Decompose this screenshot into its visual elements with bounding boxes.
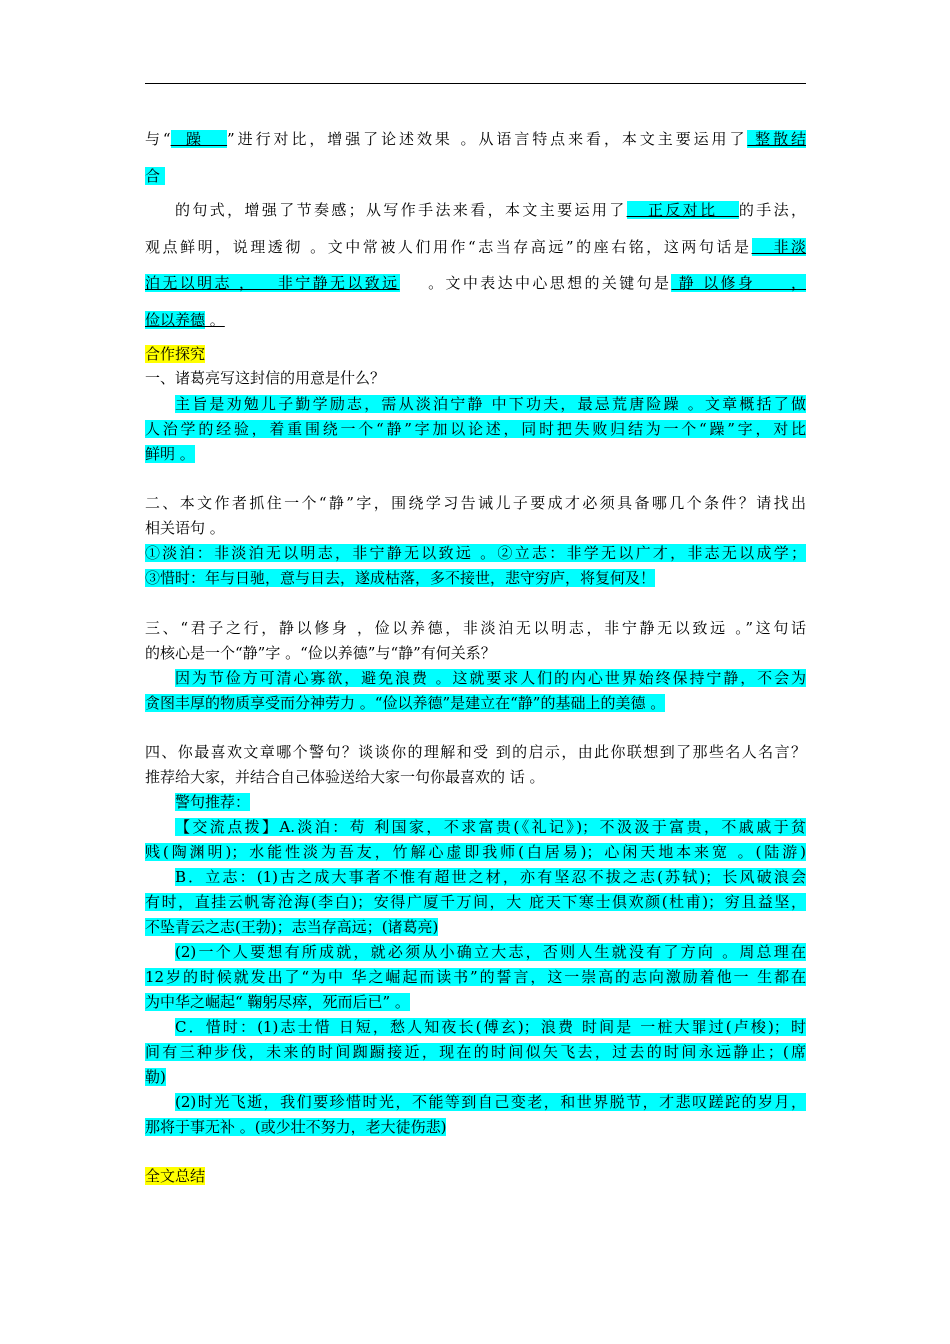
answer-4-line: 贱(陶渊明)；水能性淡为吾友，竹解心虚即我师(白居易)；心闲天地本来宽 。(陆游)	[145, 843, 806, 861]
answer-4-line: 警句推荐：	[175, 793, 251, 811]
fill-line-2	[145, 165, 806, 187]
answer-4-line: 为中华之崛起“ 鞠躬尽瘁，死而后已” 。	[145, 993, 410, 1011]
answer-3-line: 因为节俭方可清心寡欲，避免浪费 。这就要求人们的内心世界始终保持宁静，不会为	[175, 669, 806, 687]
answer-blank: 泊无以明志 ， 非宁静无以致远	[145, 274, 400, 292]
answer-4-line: B．立志：(1)古之成大事者不惟有超世之材，亦有坚忍不拔之志(苏轼)；长风破浪会	[175, 868, 806, 886]
question-4-line: 推荐给大家，并结合自己体验送给大家一句你最喜欢的 话 。	[145, 768, 545, 786]
question-2-line: 相关语句 。	[145, 519, 225, 537]
answer-blank: 非淡	[751, 238, 806, 256]
answer-blank: 躁	[170, 130, 228, 148]
question-3-line: 的核心是一个“静”字 。“俭以养德”与“静”有何关系？	[145, 644, 496, 662]
answer-3-line: 贪图丰厚的物质享受而分神劳力 。“俭以养德”是建立在“静”的基础上的美德 。	[145, 694, 666, 712]
answer-4-line: 勒)	[145, 1068, 166, 1086]
question-4-line: 四、你最喜欢文章哪个警句？谈谈你的理解和受 到的启示，由此你联想到了那些名人名言？	[145, 743, 806, 761]
answer-2-line: ③惜时：年与日驰，意与日去，遂成枯落，多不接世，悲守穷庐，将复何及！	[145, 569, 656, 587]
answer-4-line: C．惜时：(1)志士惜 日短，愁人知夜长(傅玄)；浪费 时间是 一桩大罪过(卢梭)；时	[175, 1018, 806, 1036]
answer-blank: 整散结	[747, 130, 806, 148]
question-3-line: 三、“君子之行，静以修身 ，俭以养德，非淡泊无以明志，非宁静无以致远 。”这句话	[145, 619, 806, 637]
answer-4-line: (2)时光飞逝，我们要珍惜时光，不能等到自己变老，和世界脱节，才悲叹蹉跎的岁月，	[175, 1093, 806, 1111]
fill-line-5: 泊无以明志 ， 非宁静无以致远 。文中表达中心思想的关键句是 静 以修身 ，	[145, 274, 806, 292]
answer-4-line: 那将于事无补 。(或少壮不努力，老大徒伤悲)	[145, 1118, 447, 1136]
question-2-line: 二、本文作者抓住一个“静”字，围绕学习告诫儿子要成才必须具备哪几个条件？请找出	[145, 494, 806, 512]
fill-line-3: 的句式，增强了节奏感；从写作手法来看，本文主要运用了 正反对比 的手法，	[175, 201, 806, 219]
answer-4-line: 12岁的时候就发出了“为中 华之崛起而读书”的誓言，这一崇高的志向激励着他一 生都在	[145, 968, 806, 986]
answer-1-line: 人治学的经验，着重围绕一个“静”字加以论述，同时把失败归结为一个“躁”字，对比	[145, 420, 806, 438]
answer-4-line: (2)一个人要想有所成就，就必须从小确立大志，否则人生就没有了方向 。周总理在	[175, 943, 806, 961]
answer-1-line: 鲜明 。	[145, 445, 195, 463]
answer-4-line: 有时，直挂云帆寄沧海(李白)；安得广厦千万间，大 庇天下寒士俱欢颜(杜甫)；穷且益坚，	[145, 893, 806, 911]
answer-1-line: 主旨是劝勉儿子勤学励志，需从淡泊宁静 中下功夫，最忌荒唐险躁 。文章概括了做	[175, 395, 806, 413]
answer-blank: 合	[145, 167, 165, 185]
header-rule	[145, 83, 806, 84]
question-1: 一、诸葛亮写这封信的用意是什么？	[145, 369, 386, 387]
answer-blank: 俭以养德	[145, 311, 206, 329]
answer-blank: 静 以修身 ，	[671, 274, 806, 292]
answer-blank: 正反对比	[626, 201, 739, 219]
answer-4-line: 间有三种步伐，未来的时间踟蹰接近，现在的时间似矢飞去，过去的时间永远静止；(席	[145, 1043, 806, 1061]
answer-4-line: 不坠青云之志(王勃)；志当存高远；(诸葛亮)	[145, 918, 439, 936]
answer-4-line: 【交流点拨】A.淡泊：苟 利国家，不求富贵(《礼记》)；不汲汲于富贵，不戚戚于贫	[175, 818, 806, 836]
answer-2-line: ①淡泊：非淡泊无以明志，非宁静无以致远 。②立志：非学无以广才，非志无以成学；	[145, 544, 806, 562]
fill-line-1: 与“ 躁 ”进行对比，增强了论述效果 。从语言特点来看，本文主要运用了 整散结	[145, 130, 806, 148]
section-heading-coop: 合作探究	[145, 345, 206, 363]
section-heading-summary: 全文总结	[145, 1167, 206, 1185]
fill-line-4: 观点鲜明，说理透彻 。文中常被人们用作“志当存高远”的座右铭，这两句话是 非淡	[145, 238, 806, 256]
fill-line-6: 俭以养德 。	[145, 311, 225, 329]
